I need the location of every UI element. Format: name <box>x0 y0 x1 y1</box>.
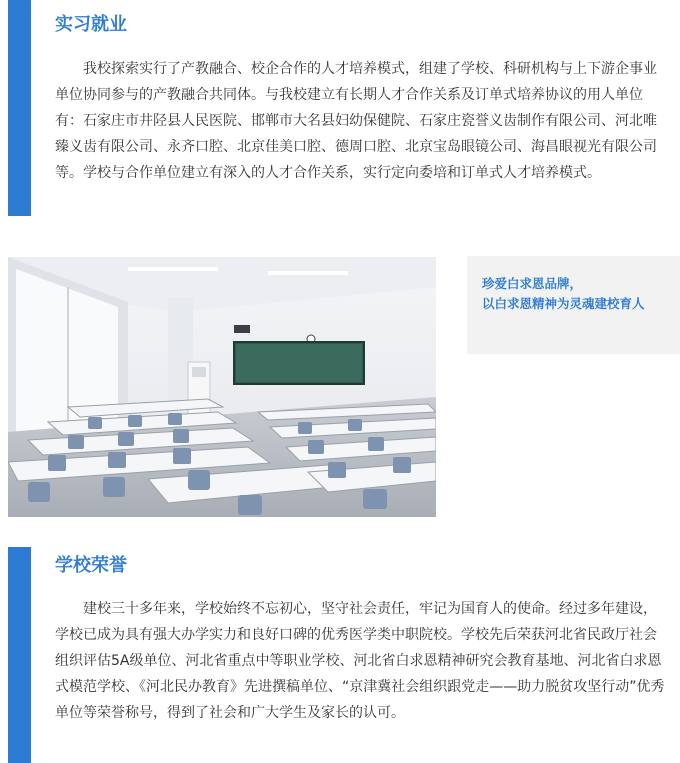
section-accent-bar <box>8 0 31 216</box>
section-title-internship: 实习就业 <box>55 14 127 35</box>
caption-text <box>482 274 677 314</box>
classroom-photo <box>8 257 436 517</box>
caption-line-1: 珍爱白求恩品牌， <box>482 276 583 291</box>
section-accent-bar <box>8 547 31 763</box>
caption-box <box>467 256 680 354</box>
section-title-honors: 学校荣誉 <box>55 555 127 576</box>
caption-line-2: 以白求恩精神为灵魂建校育人 <box>482 296 645 311</box>
internship-paragraph: 我校探索实行了产教融合、校企合作的人才培养模式，组建了学校、科研机构与上下游企事业单位协同参与的产教融合共同体。与我校建立有长期人才合作关系及订单式培养协议的用人单位有：石家庄市井陉县人民医院、邯郸市大名县妇幼保健院、石家庄瓷誉义齿制作有限公司、河北唯臻义齿有限公司、永齐口腔、北京佳美口腔、德周口腔、北京宝岛眼镜公司、海昌眼视光有限公司等。学校与合作单位建立有深入的人才合作关系，实行定向委培和订单式人才培养模式。 <box>55 61 657 181</box>
honors-paragraph: 建校三十多年来，学校始终不忘初心，坚守社会责任，牢记为国育人的使命。经过多年建设，学校已成为具有强大办学实力和良好口碑的优秀医学类中职院校。学校先后荣获河北省民政厅社会组织评估5A级单位、河北省重点中等职业学校、河北省白求恩精神研究会教育基地、河北省白求恩式模范学校、《河北民办教育》先进撰稿单位、“京津冀社会组织跟党走——助力脱贫攻坚行动”优秀单位等荣誉称号，得到了社会和广大学生及家长的认可。 <box>55 601 665 721</box>
